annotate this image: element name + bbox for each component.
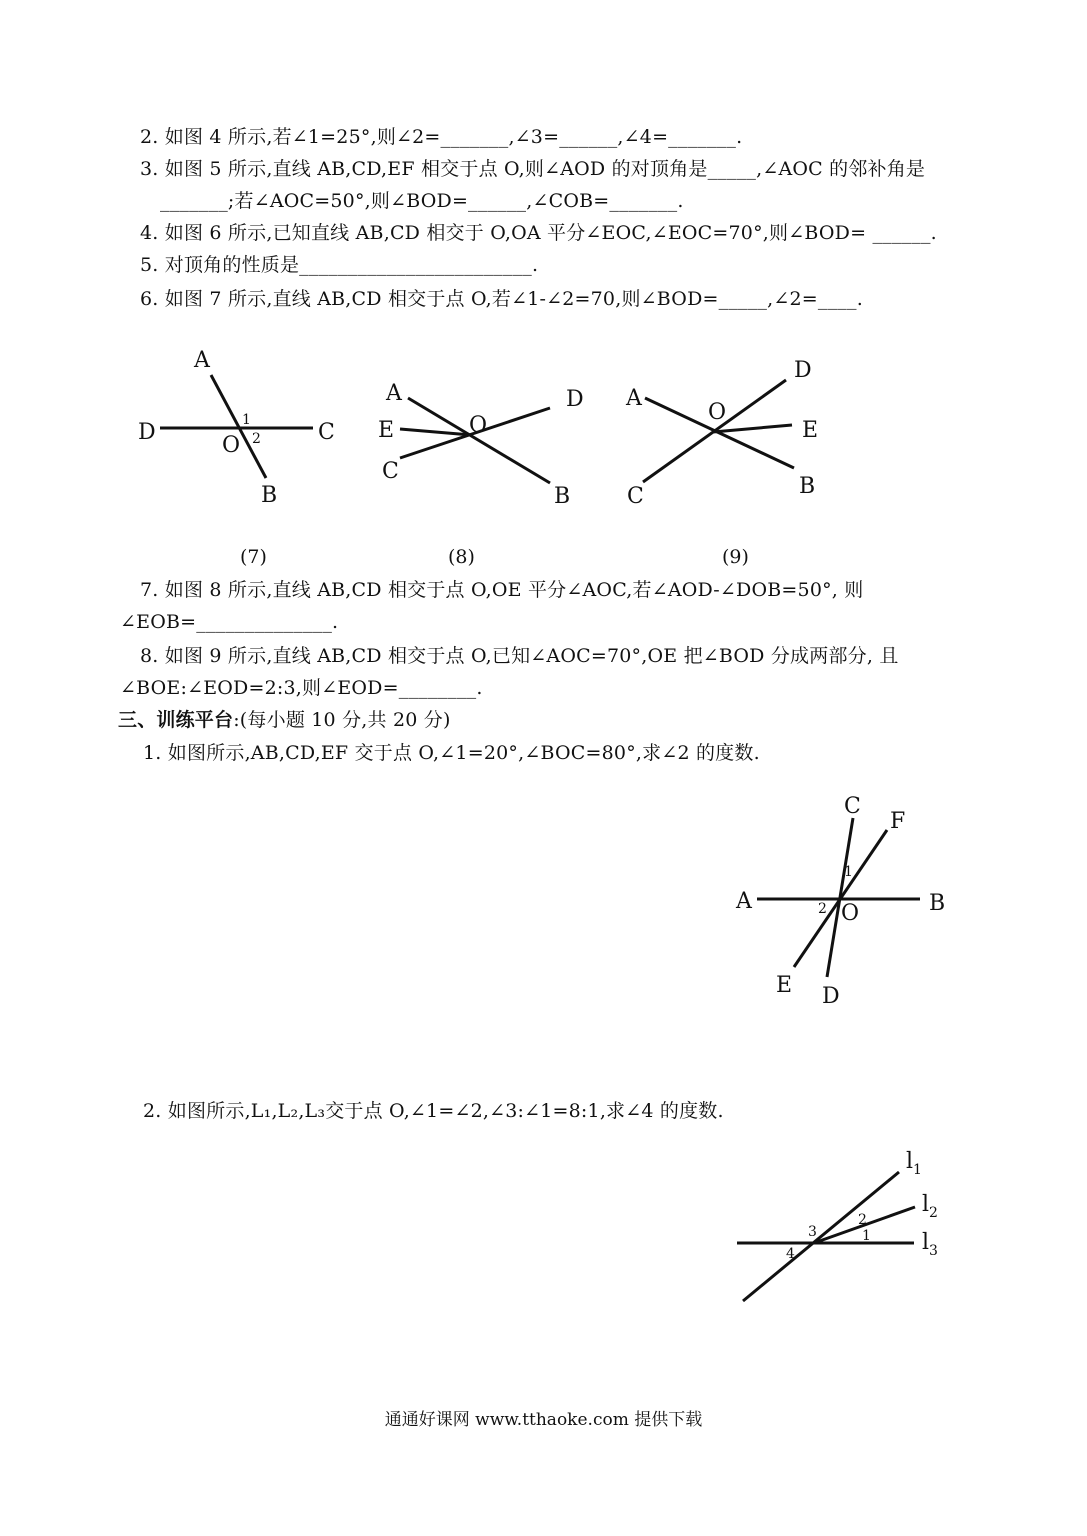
p1-label-e: E — [776, 973, 793, 998]
fig9-label-a: A — [626, 386, 642, 411]
fig9-ray-oe — [713, 425, 792, 432]
question-2: 2. 如图 4 所示,若∠1=25°,则∠2=_______,∠3=______,∠4=_______. — [140, 126, 743, 148]
p1-label-b: B — [929, 891, 946, 916]
fig9-label-b: B — [799, 474, 816, 499]
p1-label-f: F — [890, 809, 906, 834]
section-3-heading-note: :(每小题 10 分,共 20 分) — [233, 709, 451, 731]
p2-label-l1: $l_1$ — [906, 1149, 922, 1178]
question-7-line-2: ∠EOB=______________. — [120, 611, 339, 633]
page-footer: 通通好课网 www.tthaoke.com 提供下载 — [384, 1410, 703, 1430]
p1-label-c: C — [844, 794, 861, 819]
fig7-label-a: A — [194, 348, 210, 373]
question-5: 5. 对顶角的性质是________________________. — [140, 254, 539, 276]
problem-1: 1. 如图所示,AB,CD,EF 交于点 O,∠1=20°,∠BOC=80°,求∠2 的度数. — [143, 742, 760, 764]
fig8-label-b: B — [554, 484, 571, 509]
fig9-label-d: D — [794, 358, 812, 383]
fig9-line-cd — [643, 380, 786, 482]
fig7-label-c: C — [318, 420, 335, 445]
fig8-label-o: O — [469, 413, 488, 438]
p1-angle-1: 1 — [844, 864, 853, 880]
fig7-angle-1: 1 — [242, 412, 251, 428]
problem-1-figure — [735, 794, 945, 1009]
fig9-caption: (9) — [722, 546, 749, 568]
fig8-ray-oe — [400, 429, 471, 435]
fig8-label-d: D — [566, 387, 584, 412]
fig8-line-ab — [408, 398, 550, 483]
question-7-line-1: 7. 如图 8 所示,直线 AB,CD 相交于点 O,OE 平分∠AOC,若∠AOD-∠DOB=50°, 则 — [140, 579, 864, 601]
question-3-line-2: _______;若∠AOC=50°,则∠BOD=______,∠COB=_______. — [160, 190, 684, 212]
section-3-heading-row — [118, 708, 451, 732]
fig9-line-ab — [645, 398, 794, 468]
fig9-label-c: C — [627, 484, 644, 509]
fig8-label-e: E — [378, 418, 395, 443]
p2-label-l3: $l_3$ — [922, 1230, 938, 1259]
fig8-label-c: C — [382, 459, 399, 484]
fig7-caption: (7) — [240, 546, 267, 568]
problem-2-figure — [737, 1149, 938, 1301]
p1-line-ef — [794, 830, 887, 967]
question-6: 6. 如图 7 所示,直线 AB,CD 相交于点 O,若∠1-∠2=70,则∠BOD=_____,∠2=____. — [140, 288, 863, 310]
p2-angle-2: 2 — [858, 1212, 867, 1228]
p2-angle-4: 4 — [786, 1246, 795, 1262]
question-8-line-1: 8. 如图 9 所示,直线 AB,CD 相交于点 O,已知∠AOC=70°,OE 把∠BOD 分成两部分, 且 — [140, 645, 899, 667]
p1-label-a: A — [736, 889, 752, 914]
figure-9 — [625, 358, 818, 509]
fig8-line-cd — [400, 408, 550, 458]
fig9-label-o: O — [708, 400, 727, 425]
question-4: 4. 如图 6 所示,已知直线 AB,CD 相交于 O,OA 平分∠EOC,∠EOC=70°,则∠BOD= ______. — [140, 222, 937, 244]
p1-angle-2: 2 — [818, 901, 827, 917]
fig7-angle-2: 2 — [252, 431, 261, 447]
figure-8 — [378, 381, 584, 509]
fig7-label-d: D — [138, 420, 156, 445]
p1-label-o: O — [841, 901, 860, 926]
question-3-line-1: 3. 如图 5 所示,直线 AB,CD,EF 相交于点 O,则∠AOD 的对顶角是_____,∠AOC 的邻补角是 — [140, 158, 926, 180]
p2-label-l2: $l_2$ — [922, 1192, 938, 1221]
p2-line-l2 — [814, 1207, 915, 1243]
fig7-label-o: O — [222, 433, 241, 458]
p2-line-l1 — [743, 1172, 899, 1301]
problem-2: 2. 如图所示,L₁,L₂,L₃交于点 O,∠1=∠2,∠3:∠1=8:1,求∠4 的度数. — [143, 1100, 724, 1122]
p1-line-cd — [827, 818, 853, 977]
fig7-label-b: B — [261, 483, 278, 508]
p2-angle-1: 1 — [862, 1228, 871, 1244]
p2-angle-3: 3 — [808, 1224, 817, 1240]
p1-label-d: D — [822, 984, 840, 1009]
fig7-line-ab — [211, 375, 266, 478]
figure-7 — [138, 348, 335, 508]
question-8-line-2: ∠BOE:∠EOD=2:3,则∠EOD=________. — [120, 677, 483, 699]
fig8-caption: (8) — [448, 546, 475, 568]
fig9-label-e: E — [802, 418, 819, 443]
section-3-heading: 三、训练平台 — [118, 709, 234, 731]
fig8-label-a: A — [386, 381, 402, 406]
